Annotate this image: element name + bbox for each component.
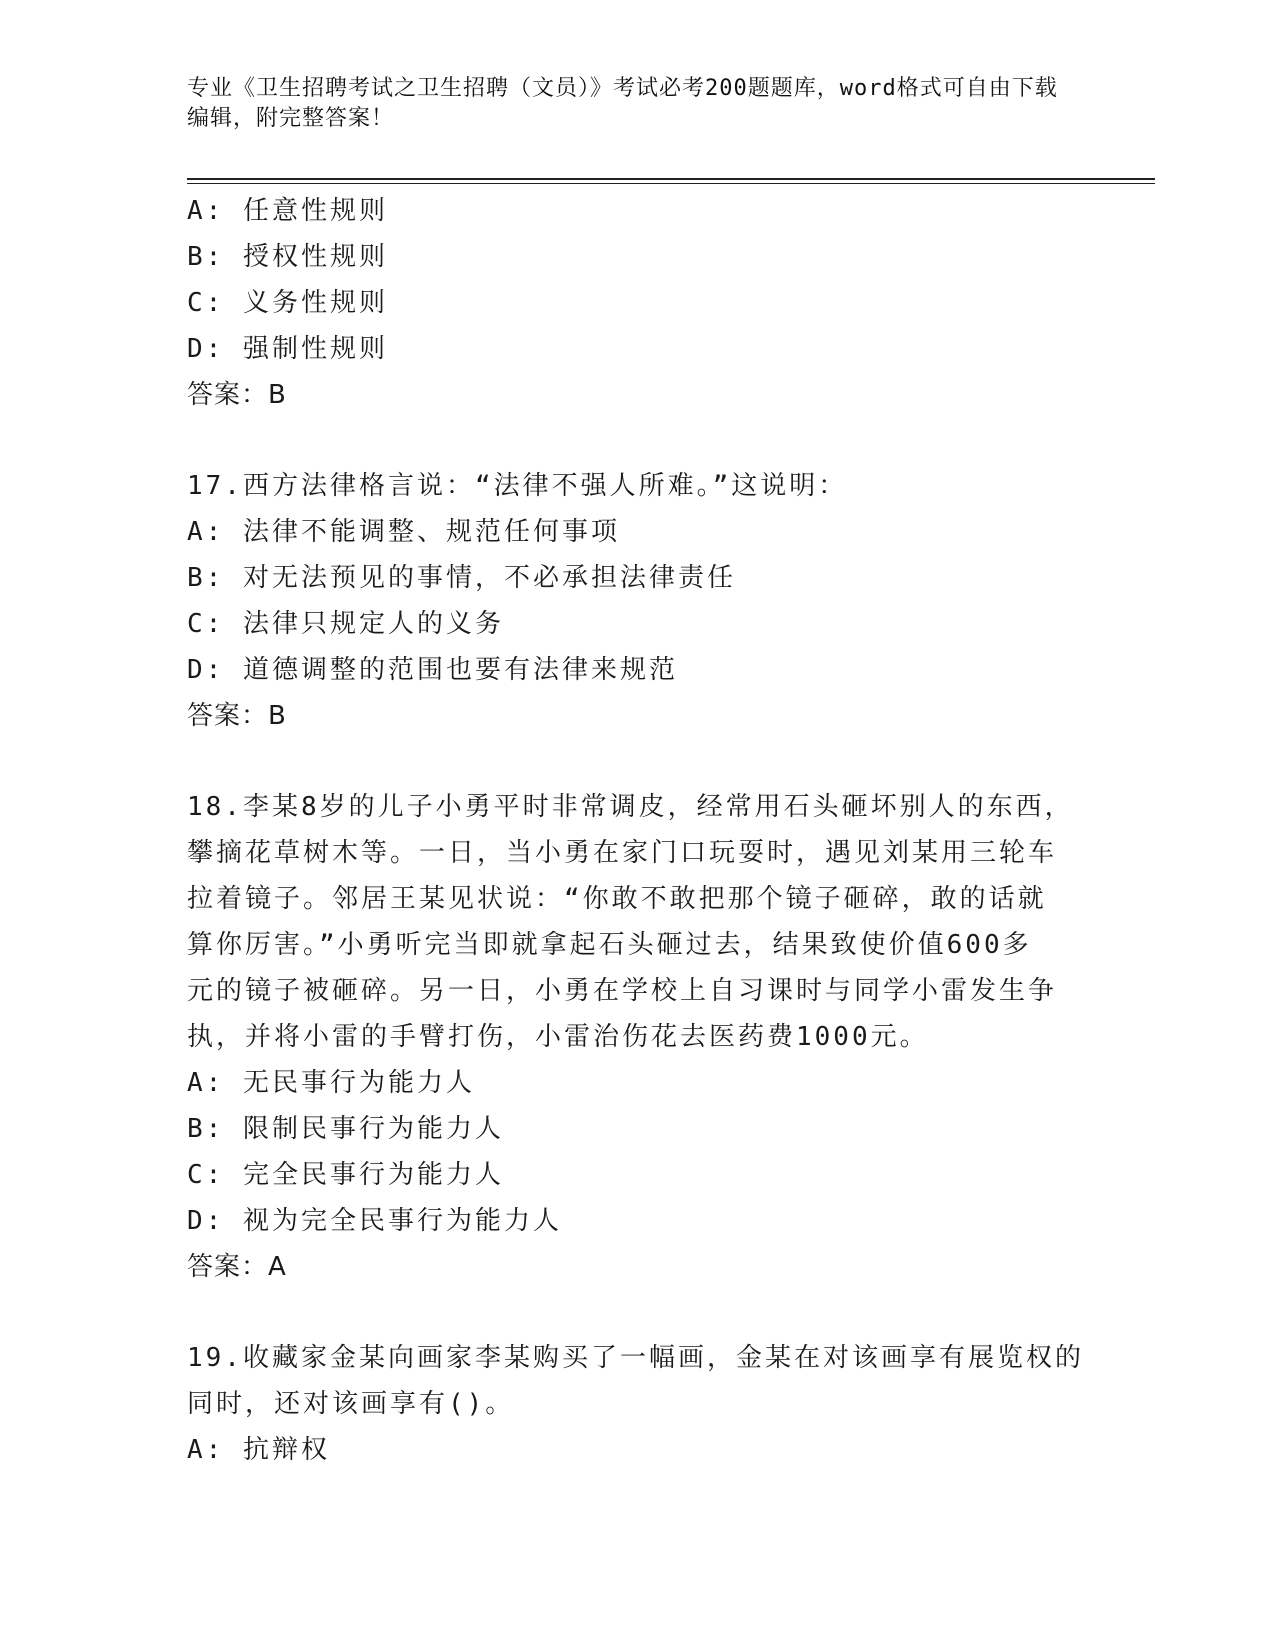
question-stem-line: 18.李某8岁的儿子小勇平时非常调皮，经常用石头砸坏别人的东西， — [187, 792, 1074, 822]
question-stem-line: 拉着镜子。邻居王某见状说：“你敢不敢把那个镜子砸碎，敢的话就 — [187, 884, 1047, 914]
answer: 答案：B — [187, 380, 287, 410]
option-c: C: 义务性规则 — [187, 288, 388, 318]
option-a: A: 抗辩权 — [187, 1435, 330, 1465]
question-stem-line: 元的镜子被砸碎。另一日，小勇在学校上自习课时与同学小雷发生争 — [187, 976, 1058, 1006]
option-d: D: 道德调整的范围也要有法律来规范 — [187, 655, 678, 685]
option-a: A: 法律不能调整、规范任何事项 — [187, 517, 620, 547]
option-b: B: 限制民事行为能力人 — [187, 1114, 504, 1144]
spacer — [187, 739, 1087, 784]
header-rule-thin — [187, 183, 1155, 184]
question-stem-line: 算你厉害。”小勇听完当即就拿起石头砸过去，结果致使价值600多 — [187, 930, 1032, 960]
question-list — [187, 188, 1087, 1473]
option-a: A: 无民事行为能力人 — [187, 1068, 475, 1098]
spacer — [187, 418, 1087, 463]
document-header — [187, 74, 1077, 134]
option-d: D: 视为完全民事行为能力人 — [187, 1206, 562, 1236]
question-stem-line: 同时，还对该画享有()。 — [187, 1389, 515, 1419]
question-17 — [187, 463, 1087, 739]
question-stem-line: 攀摘花草树木等。一日，当小勇在家门口玩耍时，遇见刘某用三轮车 — [187, 838, 1058, 868]
question-16 — [187, 188, 1087, 418]
question-stem-line: 19.收藏家金某向画家李某购买了一幅画，金某在对该画享有展览权的 — [187, 1343, 1084, 1373]
question-stem-line: 执，并将小雷的手臂打伤，小雷治伤花去医药费1000元。 — [187, 1022, 929, 1052]
option-b: B: 对无法预见的事情，不必承担法律责任 — [187, 563, 736, 593]
header-text: 专业《卫生招聘考试之卫生招聘（文员）》考试必考200题题库，word格式可自由下载编辑，附完整答案！ — [187, 76, 1058, 131]
question-19 — [187, 1335, 1087, 1473]
header-rule-thick — [187, 178, 1155, 180]
option-c: C: 完全民事行为能力人 — [187, 1160, 504, 1190]
option-b: B: 授权性规则 — [187, 242, 388, 272]
answer: 答案：B — [187, 701, 287, 731]
question-stem: 17.西方法律格言说：“法律不强人所难。”这说明： — [187, 471, 848, 501]
option-c: C: 法律只规定人的义务 — [187, 609, 504, 639]
question-18 — [187, 784, 1087, 1290]
spacer — [187, 1290, 1087, 1335]
answer: 答案：A — [187, 1252, 287, 1282]
option-a: A: 任意性规则 — [187, 196, 388, 226]
option-d: D: 强制性规则 — [187, 334, 388, 364]
